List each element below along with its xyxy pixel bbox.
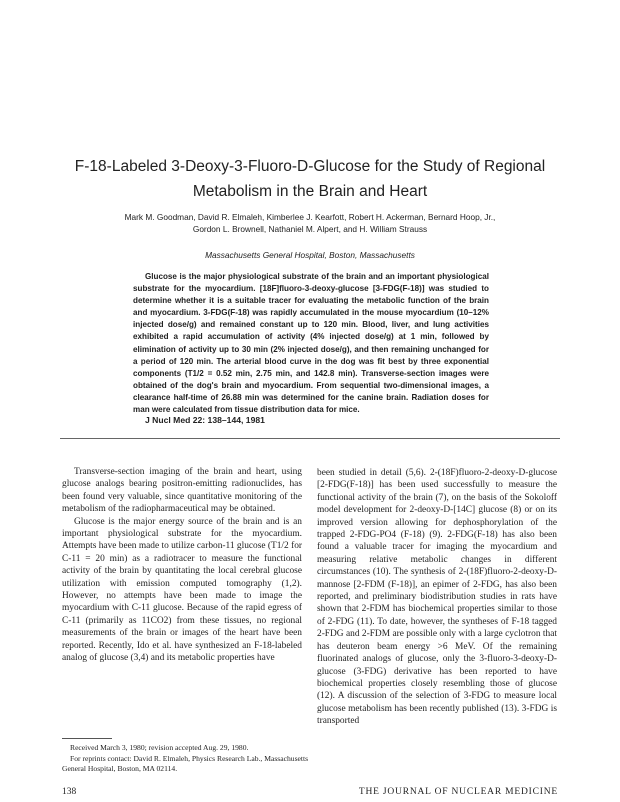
- body-paragraph: been studied in detail (5,6). 2-(18F)fluoro-2-deoxy-D-glucose [2-FDG(F-18)] has been used successfully to measure the functional activity of the brain (7), on the basis of the Sokoloff model development for 2-deoxy-D-[14C] glucose (8) or on its improved version allowing for dephosphorylation of the trapped 2-FDG-PO4 (F-18) (9). 2-FDG(F-18) has also been found a valuable tracer for imaging the myocardium and measuring relative metabolic changes in different circumstances (10). The synthesis of 2-(18F)fluoro-2-deoxy-D-mannose [2-FDM (F-18)], an epimer of 2-FDG, has also been reported, and preliminary biodistribution studies in rats have shown that 2-FDM has biochemical properties similar to those of 2-FDG (11). To date, however, the syntheses of F-18 tagged 2-FDG and 2-FDM are possible only with a large cyclotron that has deuteron beam energy >6 MeV. Of the remaining fluorinated analogs of glucose, only the 3-fluoro-3-deoxy-D-glucose (3-FDG) derivative has been reported to have biochemical properties closely resembling those of glucose (12). A discussion of the selection of 3-FDG to measure local glucose metabolism has been recently published (13). 3-FDG is transported: [317, 468, 557, 727]
- body-column-right: [317, 467, 557, 728]
- affiliation: Massachusetts General Hospital, Boston, Massachusetts: [205, 250, 415, 260]
- body-paragraph: Transverse-section imaging of the brain and heart, using glucose analogs bearing positron-emitting radionuclides, has been found very valuable, since quantitative monitoring of the metabolism of the radiopharmaceutical may be obtained.: [62, 467, 302, 515]
- abstract: [133, 271, 489, 416]
- author-line-1: Mark M. Goodman, David R. Elmaleh, Kimberlee J. Kearfott, Robert H. Ackerman, Bernard Hoop, Jr.,: [124, 212, 496, 222]
- footnote-reprints: For reprints contact: David R. Elmaleh, Physics Research Lab., Massachusetts General Hospital, Boston, MA 02114.: [62, 753, 309, 773]
- footnote-rule: [62, 738, 112, 739]
- article-title-line-2: Metabolism in the Brain and Heart: [192, 183, 428, 200]
- page-number: 138: [62, 787, 77, 797]
- footnote-received: Received March 3, 1980; revision accepted Aug. 29, 1980.: [70, 743, 249, 752]
- author-list: [60, 212, 560, 235]
- body-column-left: [62, 466, 302, 665]
- body-paragraph: Glucose is the major energy source of the brain and is an important physiological substrate for the myocardium. Attempts have been made to utilize carbon-11 glucose (T1/2 for C-11 = 20 min) as a radiotracer to measure the functional activity of the brain by quantitating the local cerebral glucose utilization with emission computed tomography (1,2). However, no attempts have been made to image the myocardium with C-11 glucose. Because of the rapid egress of C-11 (primarily as 11CO2) from these tissues, no regional measurements of the brain or images of the heart have been reported. Recently, Ido et al. have synthesized an F-18-labeled analog of glucose (3,4) and its metabolic properties have: [62, 516, 302, 664]
- author-line-2: Gordon L. Brownell, Nathaniel M. Alpert, and H. William Strauss: [192, 223, 428, 234]
- article-title-line-1: F-18-Labeled 3-Deoxy-3-Fluoro-D-Glucose for the Study of Regional: [74, 158, 546, 175]
- journal-name: THE JOURNAL OF NUCLEAR MEDICINE: [358, 787, 558, 797]
- citation: J Nucl Med 22: 138–144, 1981: [145, 415, 265, 425]
- section-divider: [60, 438, 560, 439]
- abstract-text: Glucose is the major physiological substrate of the brain and an important physiological substrate for the myocardium. [18F]fluoro-3-deoxy-glucose [3-FDG(F-18)] was studied to determine whether it is a suitable tracer for evaluating the metabolic function of the brain and myocardium. 3-FDG(F-18) was rapidly accumulated in the mouse myocardium (10–12% injected dose/g) and remained constant up to 120 min. Blood, liver, and lung activities exhibited a rapid accumulation of activity (4% injected dose/g) at 1 min, followed by elimination of activity up to 30 min (2% injected dose/g), and then remaining unchanged for a period of 120 min. The arterial blood curve in the dog was fit best by three exponential components (T1/2 = 0.52 min, 2.75 min, and 142.8 min). Transverse-section images were obtained of the dog's brain and myocardium. From sequential two-dimensional images, a clearance half-time of 26.88 min was determined for the canine brain. Radiation doses for man were calculated from tissue distribution data for mice.: [133, 272, 489, 415]
- footnote: [62, 743, 312, 775]
